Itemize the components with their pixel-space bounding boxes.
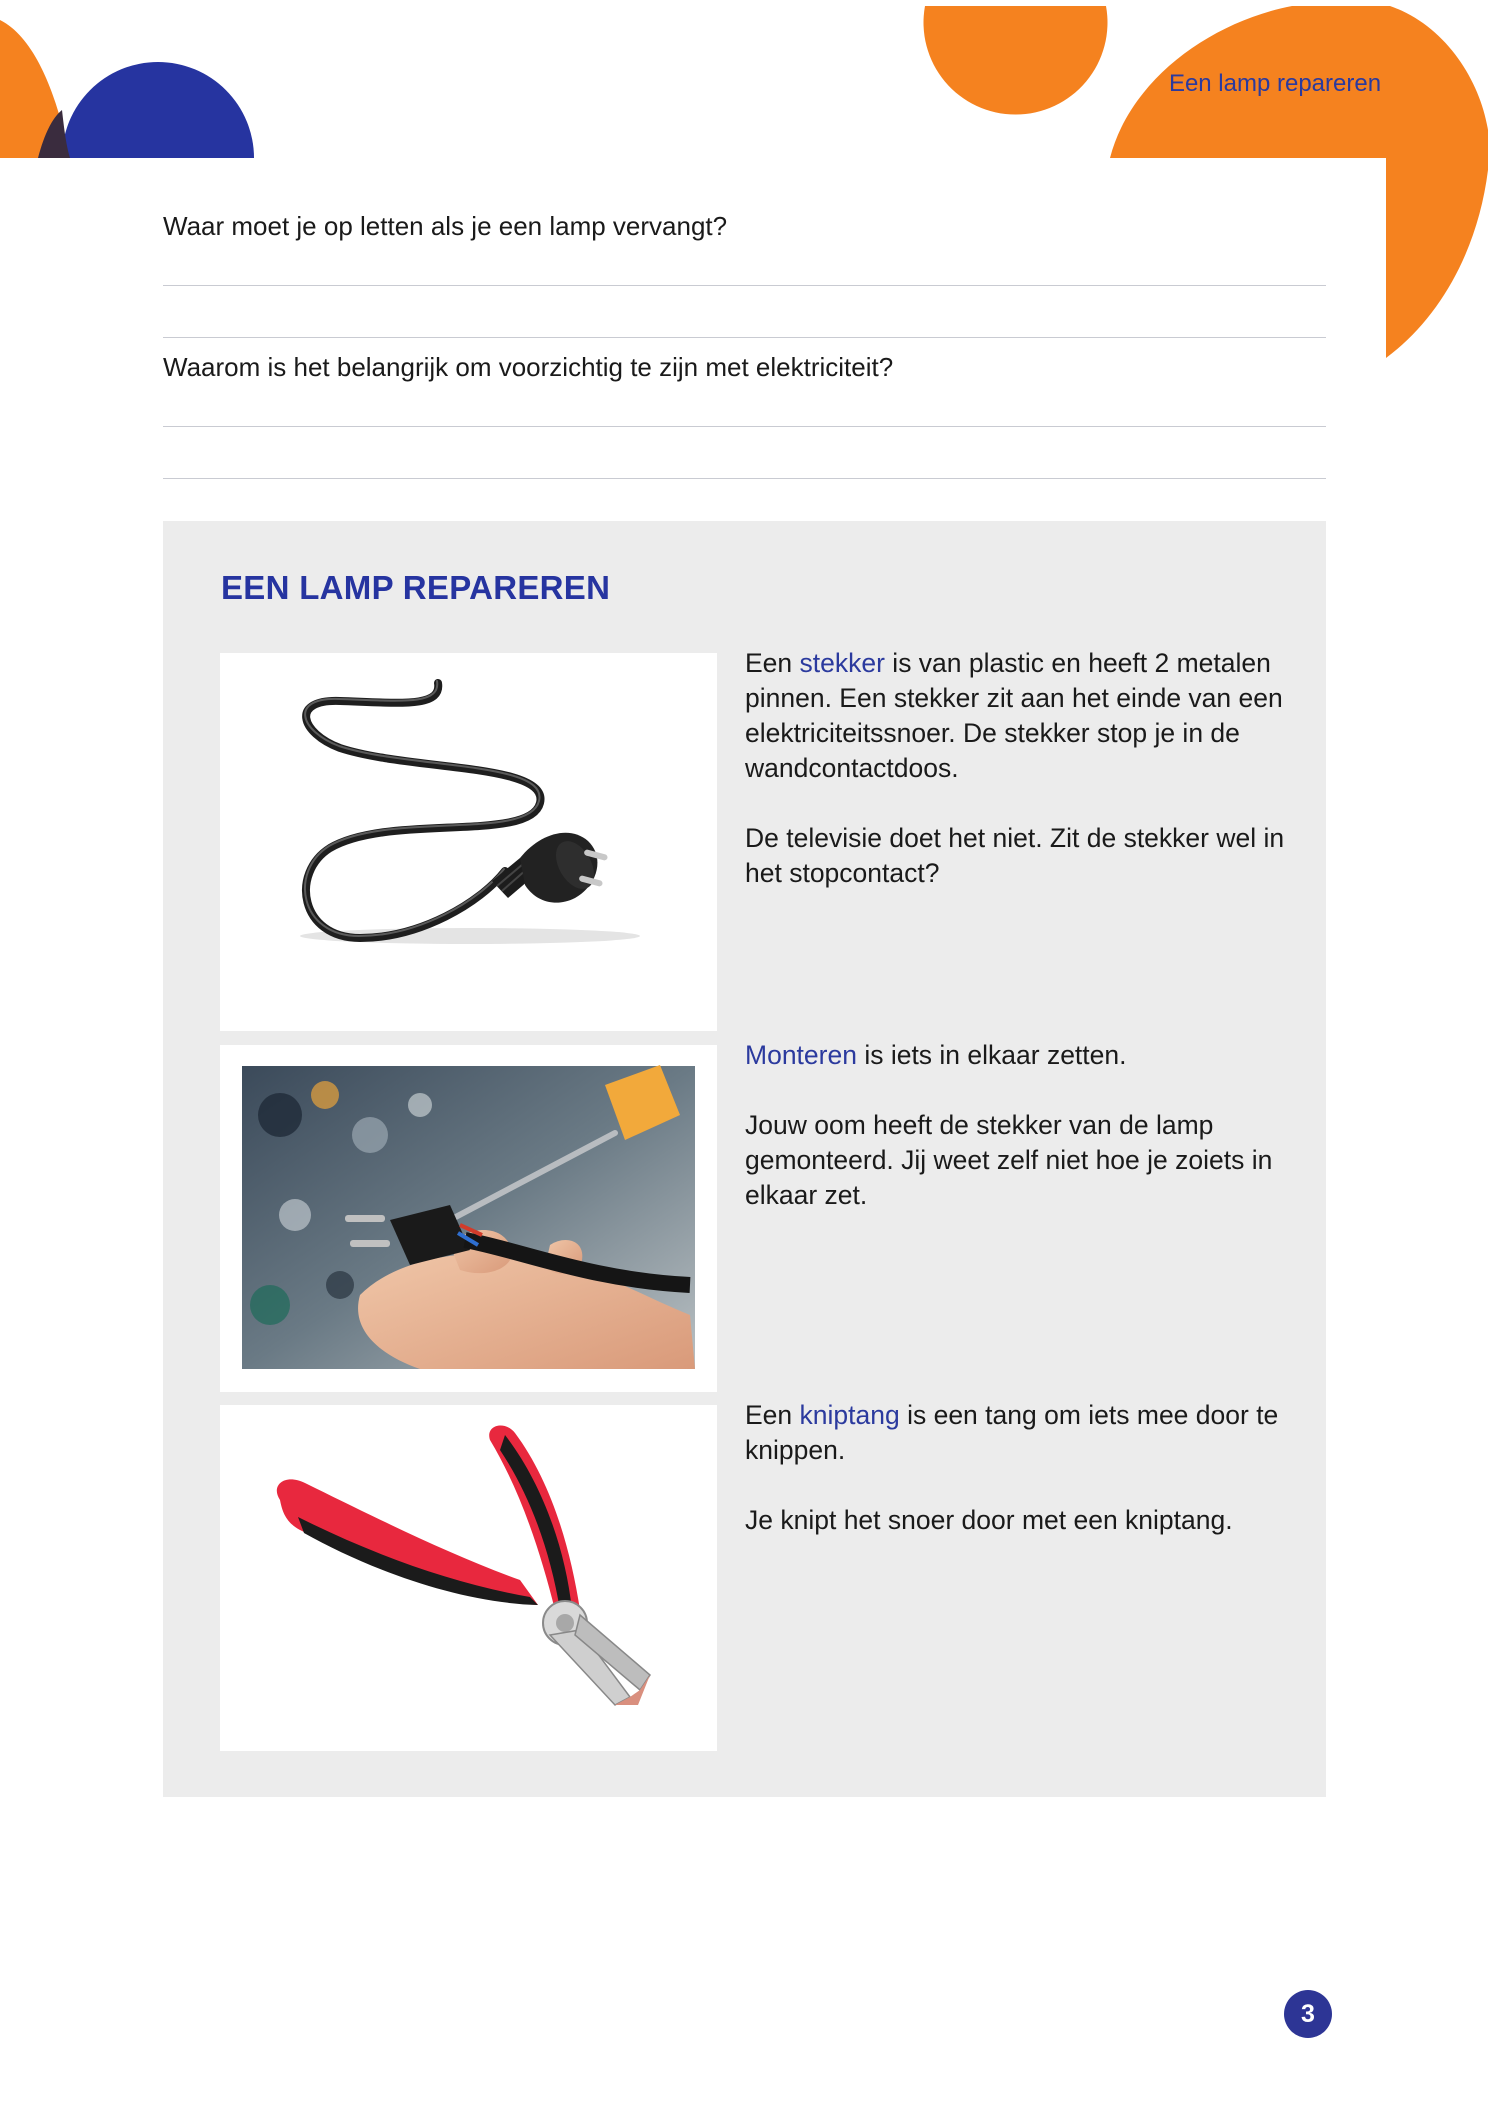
question-1: Waar moet je op letten als je een lamp vervangt? <box>163 211 728 241</box>
wire-cutter-pliers-photo <box>220 1405 717 1751</box>
section-heading: EEN LAMP REPAREREN <box>221 569 611 606</box>
page-number-badge: 3 <box>1284 1990 1332 2038</box>
term-monteren: Monteren <box>745 1040 857 1070</box>
monteren-example: Jouw oom heeft de stekker van de lamp gemonteerd. Jij weet zelf niet hoe je zoiets in elkaar zet. <box>745 1110 1273 1210</box>
stekker-definition: Een stekker is van plastic en heeft 2 metalen pinnen. Een stekker zit aan het einde van een elektriciteitssnoer. De stekker stop je in de wandcontactdoos. <box>745 648 1283 783</box>
header-decoration <box>0 0 1488 380</box>
vocabulary-panel <box>163 521 1326 1797</box>
answer-line[interactable] <box>163 285 1326 286</box>
monteren-definition: Monteren is iets in elkaar zetten. <box>745 1040 1127 1070</box>
answer-line[interactable] <box>163 478 1326 479</box>
kniptang-definition: Een kniptang is een tang om iets mee door te knippen. <box>745 1400 1279 1465</box>
term-kniptang: kniptang <box>799 1400 900 1430</box>
stekker-example: De televisie doet het niet. Zit de stekker wel in het stopcontact? <box>745 823 1285 888</box>
monteren-text <box>745 1038 1285 1248</box>
answer-line[interactable] <box>163 337 1326 338</box>
kniptang-example: Je knipt het snoer door met een kniptang. <box>745 1505 1233 1535</box>
question-2: Waarom is het belangrijk om voorzichtig te zijn met elektriciteit? <box>163 352 894 382</box>
answer-line[interactable] <box>163 426 1326 427</box>
running-title: Een lamp repareren <box>1168 70 1382 97</box>
power-plug-cable-photo <box>220 653 717 1031</box>
assembling-plug-photo <box>220 1045 717 1392</box>
term-stekker: stekker <box>799 648 885 678</box>
kniptang-text <box>745 1398 1285 1573</box>
stekker-text <box>745 646 1285 926</box>
